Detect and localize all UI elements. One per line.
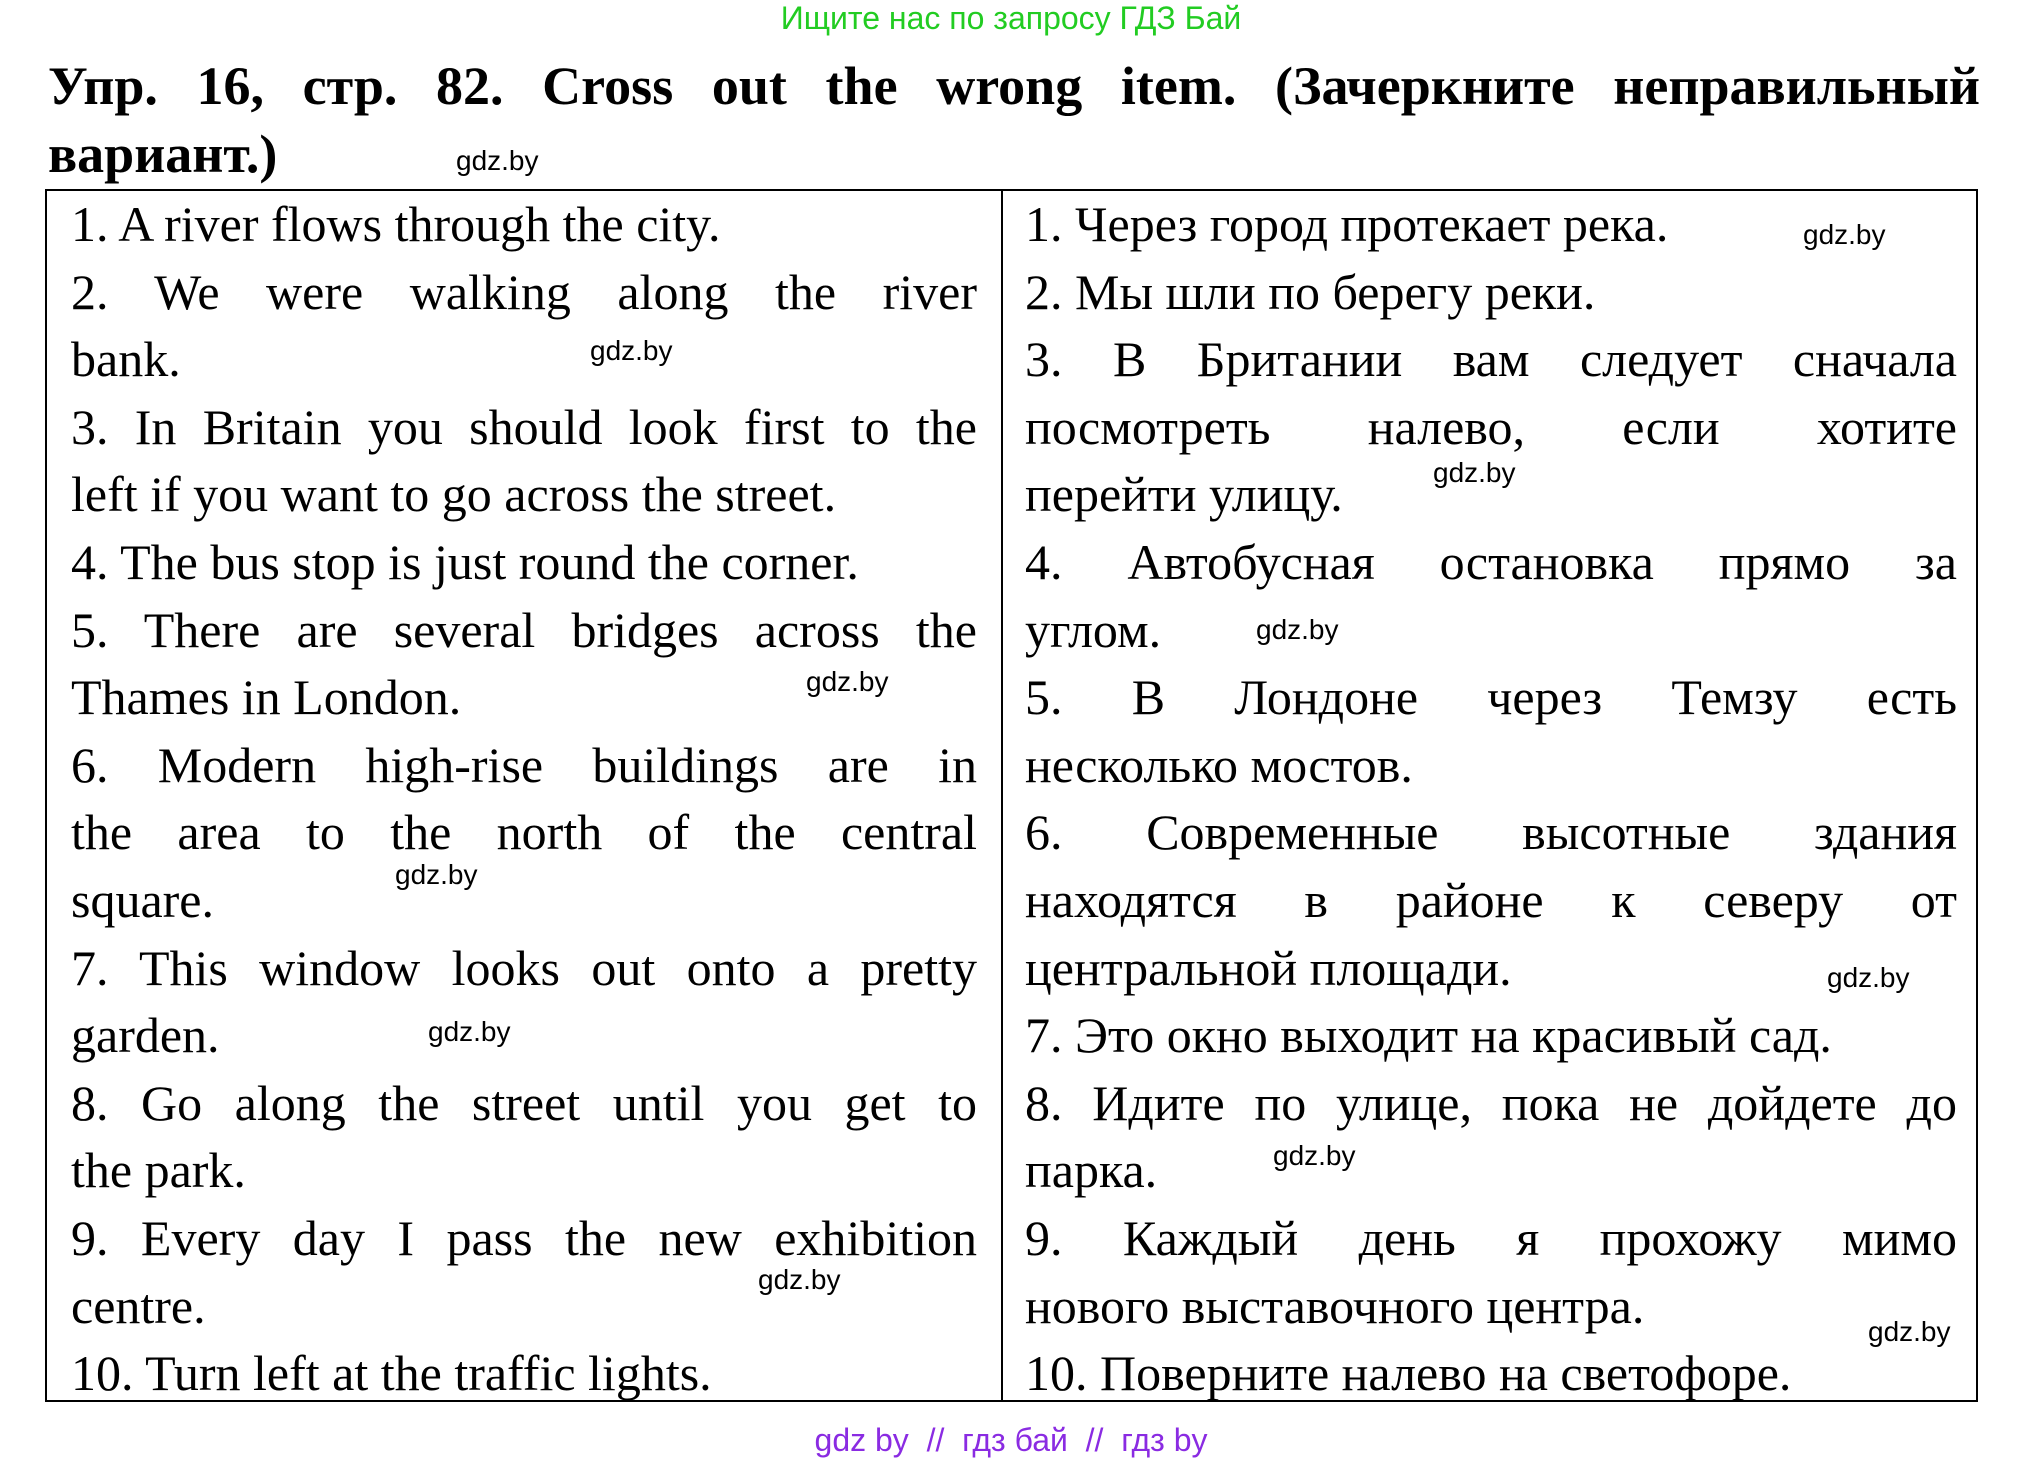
sentence-line: 5. There are several bridges across the bbox=[71, 601, 977, 658]
sentence-line: перейти улицу. bbox=[1025, 466, 1343, 523]
watermark: gdz.by bbox=[1803, 219, 1886, 250]
sentence-line: 3. In Britain you should look first to the bbox=[71, 398, 977, 455]
sentence-line: 2. Мы шли по берегу реки. bbox=[1025, 263, 1596, 320]
sentence-line: 7. Это окно выходит на красивый сад. bbox=[1025, 1007, 1832, 1064]
sentence-line: парка. bbox=[1025, 1142, 1158, 1199]
sentence-line: garden. bbox=[71, 1007, 220, 1064]
sentence-line: bank. bbox=[71, 331, 181, 388]
sentence-line: 1. Через город протекает река. bbox=[1025, 196, 1669, 252]
russian-column bbox=[1025, 191, 1957, 1408]
sentence-line: 10. Turn left at the traffic lights. bbox=[71, 1345, 712, 1402]
sentence-line: 6. Modern high-rise buildings are in bbox=[71, 736, 977, 793]
sentence-line: 5. В Лондоне через Темзу есть bbox=[1025, 669, 1957, 726]
sentence-line: несколько мостов. bbox=[1025, 736, 1413, 793]
title-line-2: вариант.) bbox=[48, 124, 278, 184]
sentence-line: 4. Автобусная остановка прямо за bbox=[1025, 533, 1957, 590]
watermark: gdz.by bbox=[456, 145, 539, 176]
watermark: gdz.by bbox=[590, 335, 673, 366]
sentence-line: 8. Идите по улице, пока не дойдете до bbox=[1025, 1074, 1957, 1131]
sentence-line: 10. Поверните налево на светофоре. bbox=[1025, 1345, 1792, 1402]
sentence-line: нового выставочного центра. bbox=[1025, 1277, 1645, 1334]
sentence-line: 1. A river flows through the city. bbox=[71, 196, 721, 252]
watermark: gdz.by bbox=[806, 666, 889, 697]
sentence-line: 7. This window looks out onto a pretty bbox=[71, 939, 977, 996]
sentence-line: 3. В Британии вам следует сначала bbox=[1025, 331, 1957, 388]
watermark: gdz.by bbox=[1827, 962, 1910, 993]
watermark: gdz.by bbox=[1433, 457, 1516, 488]
column-divider bbox=[1001, 191, 1003, 1400]
sentence-line: 8. Go along the street until you get to bbox=[71, 1074, 977, 1131]
watermark: gdz.by bbox=[1273, 1140, 1356, 1171]
sentence-line: centre. bbox=[71, 1277, 206, 1334]
footer-links: gdz by // гдз бай // гдз by bbox=[814, 1422, 1208, 1458]
watermark: gdz.by bbox=[428, 1016, 511, 1047]
sentence-line: left if you want to go across the street. bbox=[71, 466, 837, 523]
sentence-line: the area to the north of the central bbox=[71, 804, 977, 861]
sentence-line: углом. bbox=[1025, 601, 1162, 658]
sentence-line: 6. Современные высотные здания bbox=[1025, 804, 1957, 861]
watermark: gdz.by bbox=[1256, 614, 1339, 645]
sentence-line: 9. Every day I pass the new exhibition bbox=[71, 1209, 977, 1266]
watermark: gdz.by bbox=[758, 1264, 841, 1295]
search-banner: Ищите нас по запросу ГДЗ Бай bbox=[780, 0, 1242, 36]
title-line-1: Упр. 16, стр. 82. Cross out the wrong item. (Зачеркните неправильный bbox=[48, 56, 1980, 116]
sentence-line: 9. Каждый день я прохожу мимо bbox=[1025, 1209, 1957, 1266]
sentence-line: находятся в районе к северу от bbox=[1025, 871, 1957, 928]
answer-table bbox=[45, 189, 1978, 1402]
english-column bbox=[71, 191, 977, 1408]
sentence-line: the park. bbox=[71, 1142, 246, 1199]
sentence-line: Thames in London. bbox=[71, 669, 462, 726]
sentence-line: 4. The bus stop is just round the corner. bbox=[71, 533, 859, 590]
watermark: gdz.by bbox=[395, 859, 478, 890]
sentence-line: 2. We were walking along the river bbox=[71, 263, 977, 320]
sentence-line: центральной площади. bbox=[1025, 939, 1512, 996]
sentence-line: посмотреть налево, если хотите bbox=[1025, 398, 1957, 455]
sentence-line: square. bbox=[71, 871, 214, 928]
watermark: gdz.by bbox=[1868, 1316, 1951, 1347]
